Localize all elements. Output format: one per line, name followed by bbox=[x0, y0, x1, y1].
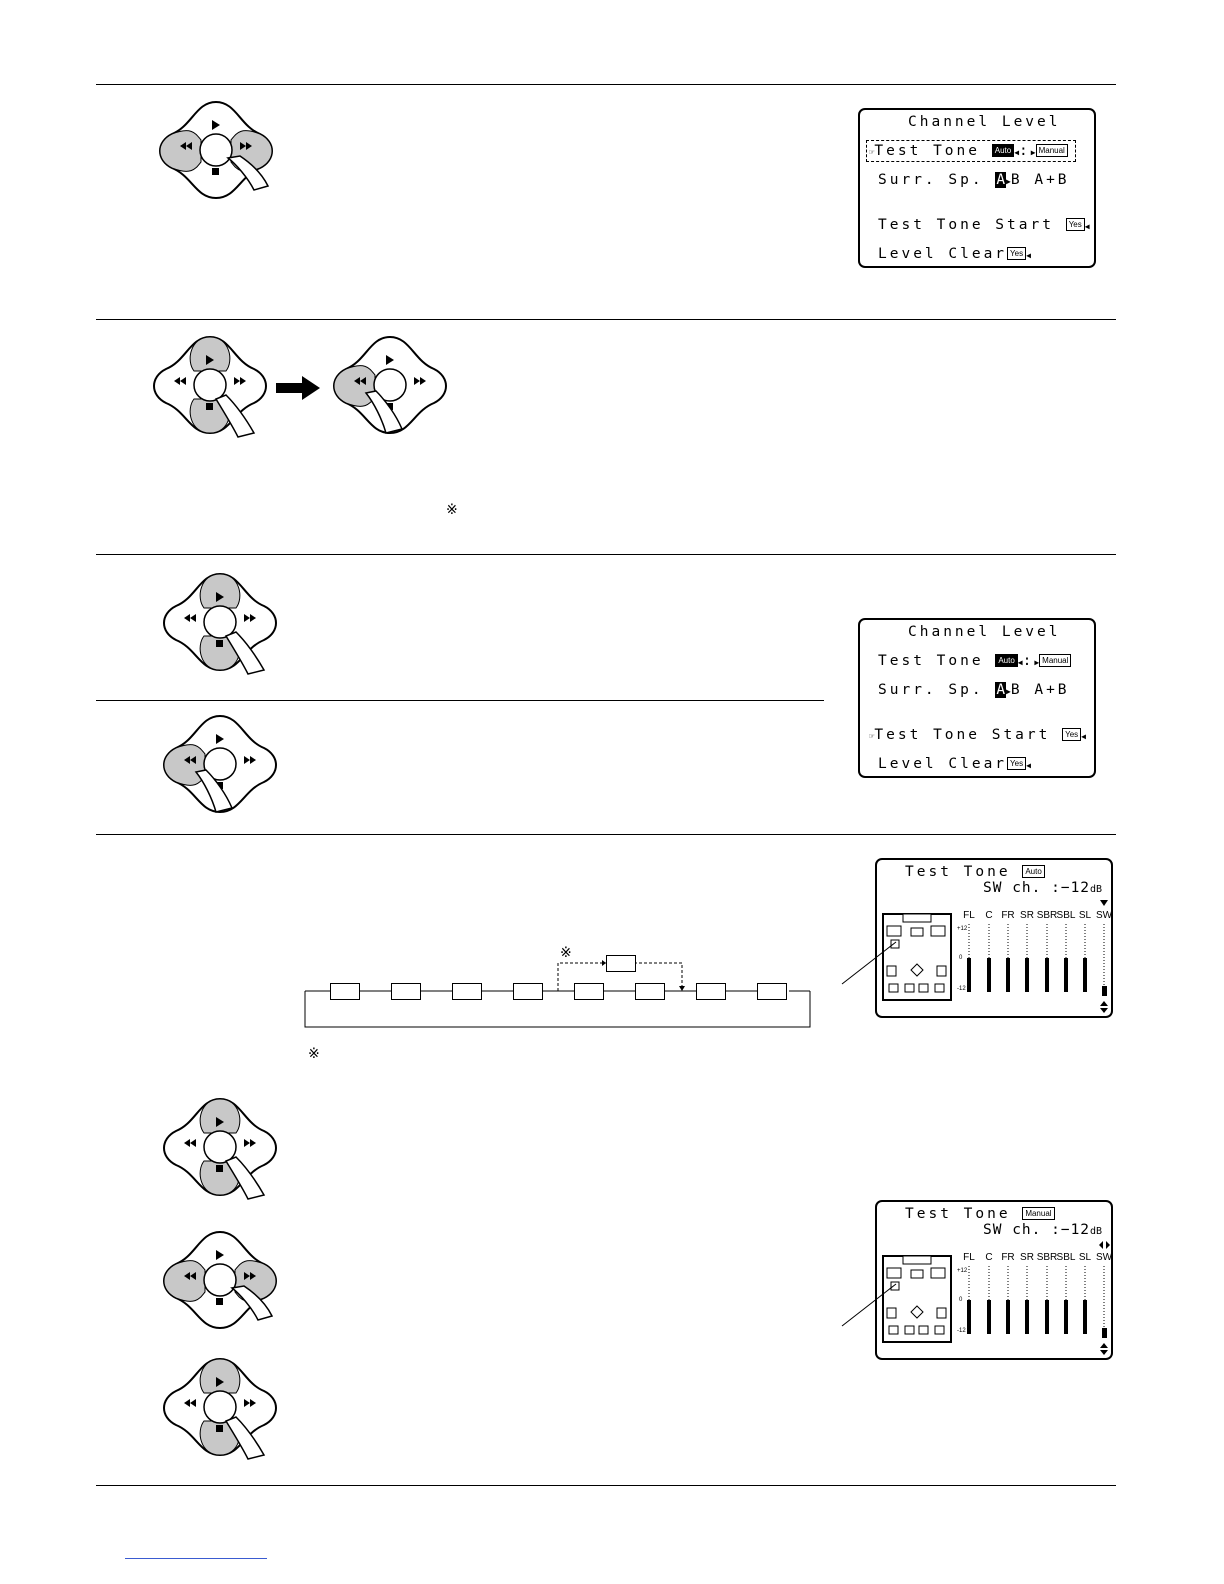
flow-step-box bbox=[330, 983, 360, 1000]
surr-a-selected: A bbox=[996, 172, 1006, 188]
yes-badge: Yes bbox=[1007, 247, 1026, 260]
callout-line bbox=[840, 1280, 900, 1330]
test-tone-title-text: Test Tone bbox=[905, 864, 1011, 880]
flow-step-box bbox=[513, 983, 543, 1000]
scale-bot-label: -12 bbox=[957, 986, 966, 992]
test-tone-start-row bbox=[878, 217, 1090, 233]
flow-step-box bbox=[574, 983, 604, 1000]
flow-arrow bbox=[679, 986, 685, 991]
level-clear-row bbox=[878, 756, 1031, 772]
arrow-right-small-icon: ▶ bbox=[1006, 177, 1011, 186]
channel-label: FR bbox=[1001, 1252, 1015, 1263]
speaker-c-icon bbox=[911, 928, 923, 936]
meter-sw bbox=[1102, 924, 1107, 996]
level-meter-panel bbox=[877, 1202, 1111, 1358]
section-rule-1 bbox=[96, 84, 1116, 85]
arrow-left-icon: ◀ bbox=[1014, 148, 1020, 157]
meter-sbl bbox=[1064, 924, 1068, 992]
meter-sr bbox=[1025, 924, 1029, 992]
channel-readout-value: SW ch. :−12 bbox=[983, 880, 1091, 896]
speaker-c-icon bbox=[911, 1270, 923, 1278]
arrow-right-small-icon: ▶ bbox=[1030, 148, 1036, 157]
cursor-icon: ☞ bbox=[869, 148, 875, 158]
screen-title: Channel Level bbox=[908, 624, 1061, 640]
flow-step-box bbox=[452, 983, 482, 1000]
surr-options: B A+B bbox=[1010, 682, 1070, 698]
level-clear-label: Level Clear bbox=[878, 246, 1008, 262]
channel-label: FL bbox=[963, 1252, 975, 1263]
surr-label: Surr. Sp. bbox=[878, 172, 984, 188]
speaker-sb2-icon bbox=[919, 984, 928, 992]
meter-sbr bbox=[1045, 1266, 1049, 1334]
section-rule-4 bbox=[96, 700, 824, 701]
flow-step-box bbox=[635, 983, 665, 1000]
auto-badge: Auto bbox=[995, 654, 1017, 667]
level-meter-panel bbox=[877, 860, 1111, 1016]
test-tone-row: ☞Test Tone Auto ◀:▶ Manual bbox=[869, 143, 1068, 159]
meter-sbl bbox=[1064, 1266, 1068, 1334]
yes-badge: Yes bbox=[1007, 757, 1026, 770]
speaker-sr-icon bbox=[937, 1308, 946, 1318]
arrow-left-icon: ◀ bbox=[1017, 658, 1023, 667]
arrow-right-small-icon: ▶ bbox=[1006, 687, 1011, 696]
test-tone-start-row bbox=[869, 727, 1086, 743]
scroll-updown-icon bbox=[1100, 1008, 1108, 1013]
speaker-fl-icon bbox=[887, 926, 901, 936]
arrow-right-icon bbox=[276, 376, 320, 400]
footnote-mark: ※ bbox=[446, 502, 458, 518]
channel-label: SL bbox=[1078, 1252, 1092, 1263]
scroll-updown-icon bbox=[1100, 1343, 1108, 1348]
channel-readout-value: SW ch. :−12 bbox=[983, 1222, 1091, 1238]
meter-sr bbox=[1025, 1266, 1029, 1334]
cursor-pad-icon-step2a bbox=[150, 333, 270, 438]
scale-mid-label: 0 bbox=[959, 955, 963, 961]
speaker-sbr-icon bbox=[935, 984, 944, 992]
section-rule-5 bbox=[96, 834, 1116, 835]
surr-options: B A+B bbox=[1010, 172, 1070, 188]
auto-badge: Auto bbox=[992, 144, 1014, 157]
section-rule-6 bbox=[96, 1485, 1116, 1486]
return-loop bbox=[305, 991, 810, 1027]
cursor-icon: ☞ bbox=[869, 732, 875, 742]
channel-label: FL bbox=[963, 910, 975, 921]
channel-label: SW bbox=[1095, 1252, 1113, 1263]
cursor-pad-icon-step5c bbox=[160, 1355, 280, 1460]
surr-sp-row bbox=[878, 682, 1070, 698]
scale-top-label: +12 bbox=[957, 926, 968, 932]
arrow-left-icon: ◀ bbox=[1026, 761, 1031, 770]
test-tone-label: Test Tone bbox=[878, 653, 984, 669]
channel-label: SL bbox=[1078, 910, 1092, 921]
footnote-mark: ※ bbox=[560, 945, 572, 961]
adjust-right-icon bbox=[1106, 1241, 1110, 1249]
meter-fl bbox=[967, 1266, 971, 1334]
yes-badge: Yes bbox=[1066, 218, 1085, 231]
channel-label: SR bbox=[1020, 910, 1034, 921]
scroll-updown-icon bbox=[1100, 1001, 1108, 1006]
surr-label: Surr. Sp. bbox=[878, 682, 984, 698]
meter-sw bbox=[1102, 1266, 1107, 1338]
surr-sp-row bbox=[878, 172, 1070, 188]
manual-badge: Manual bbox=[1036, 144, 1068, 157]
flow-optional-box bbox=[606, 955, 636, 972]
arrow-left-icon: ◀ bbox=[1084, 222, 1090, 231]
level-clear-row bbox=[878, 246, 1031, 262]
adjust-left-icon bbox=[1099, 1241, 1103, 1249]
speaker-sbr-icon bbox=[935, 1326, 944, 1334]
arrow-left-icon: ◀ bbox=[1081, 732, 1086, 741]
meter-sl bbox=[1083, 1266, 1087, 1334]
meter-fr bbox=[1006, 1266, 1010, 1334]
flow-step-box bbox=[696, 983, 726, 1000]
channel-label: SBR bbox=[1036, 1252, 1058, 1263]
test-tone-screen-auto bbox=[875, 858, 1113, 1018]
cursor-pad-icon-step2b bbox=[330, 333, 450, 438]
scale-top-label: +12 bbox=[957, 1268, 968, 1274]
screen-title: Channel Level bbox=[908, 114, 1061, 130]
footer-link[interactable] bbox=[125, 1558, 267, 1559]
channel-label: SBR bbox=[1036, 910, 1058, 921]
test-tone-row: Test Tone Auto ◀:▶ Manual bbox=[878, 653, 1071, 669]
level-clear-label: Level Clear bbox=[878, 756, 1008, 772]
cursor-pad-icon-step5b bbox=[160, 1228, 280, 1333]
arrow-right-small-icon: ▶ bbox=[1034, 658, 1040, 667]
channel-label: SW bbox=[1095, 910, 1113, 921]
flow-step-box bbox=[391, 983, 421, 1000]
meter-sl bbox=[1083, 924, 1087, 992]
meter-sbr bbox=[1045, 924, 1049, 992]
channel-label: SBL bbox=[1056, 1252, 1076, 1263]
speaker-sb1-icon bbox=[905, 1326, 914, 1334]
cursor-pad-icon-step3 bbox=[160, 570, 280, 675]
scale-bot-label: -12 bbox=[957, 1328, 966, 1334]
meter-fr bbox=[1006, 924, 1010, 992]
test-tone-label: Test Tone bbox=[874, 143, 980, 159]
speaker-fl-icon bbox=[887, 1268, 901, 1278]
test-tone-title-text: Test Tone bbox=[905, 1206, 1011, 1222]
cursor-pad-icon-step4 bbox=[160, 712, 280, 817]
channel-level-screen-1 bbox=[858, 108, 1096, 268]
test-tone-screen-manual bbox=[875, 1200, 1113, 1360]
tv-icon bbox=[903, 1256, 931, 1264]
callout-line bbox=[840, 938, 900, 988]
test-tone-start-label: Test Tone Start bbox=[874, 727, 1051, 743]
speaker-fr-icon bbox=[931, 926, 945, 936]
speaker-sb2-icon bbox=[919, 1326, 928, 1334]
channel-label: FR bbox=[1001, 910, 1015, 921]
yes-badge: Yes bbox=[1062, 728, 1081, 741]
cursor-pad-icon-step5a bbox=[160, 1095, 280, 1200]
channel-sequence-diagram bbox=[300, 948, 816, 1030]
channel-label: SBL bbox=[1056, 910, 1076, 921]
test-tone-start-label: Test Tone Start bbox=[878, 217, 1054, 233]
speaker-sr-icon bbox=[937, 966, 946, 976]
speaker-sb1-icon bbox=[905, 984, 914, 992]
scroll-updown-icon bbox=[1100, 1350, 1108, 1355]
unit-label: dB bbox=[1090, 884, 1103, 895]
tv-icon bbox=[903, 914, 931, 922]
channel-label: C bbox=[985, 1252, 993, 1263]
section-rule-3 bbox=[96, 554, 1116, 555]
mode-badge: Auto bbox=[1022, 865, 1044, 878]
meter-c bbox=[987, 1266, 991, 1334]
unit-label: dB bbox=[1090, 1226, 1103, 1237]
cursor-pad-icon-step1 bbox=[156, 98, 276, 203]
arrow-left-icon: ◀ bbox=[1026, 251, 1031, 260]
mode-badge: Manual bbox=[1022, 1207, 1054, 1220]
scale-mid-label: 0 bbox=[959, 1297, 963, 1303]
scroll-down-icon bbox=[1100, 900, 1108, 906]
manual-badge: Manual bbox=[1039, 654, 1071, 667]
meter-c bbox=[987, 924, 991, 992]
channel-level-screen-2 bbox=[858, 618, 1096, 778]
footnote-mark: ※ bbox=[308, 1046, 320, 1062]
channel-label: SR bbox=[1020, 1252, 1034, 1263]
surr-a-selected: A bbox=[996, 682, 1006, 698]
section-rule-2 bbox=[96, 319, 1116, 320]
channel-label: C bbox=[985, 910, 993, 921]
flow-step-box bbox=[757, 983, 787, 1000]
meter-fl bbox=[967, 924, 971, 992]
speaker-fr-icon bbox=[931, 1268, 945, 1278]
